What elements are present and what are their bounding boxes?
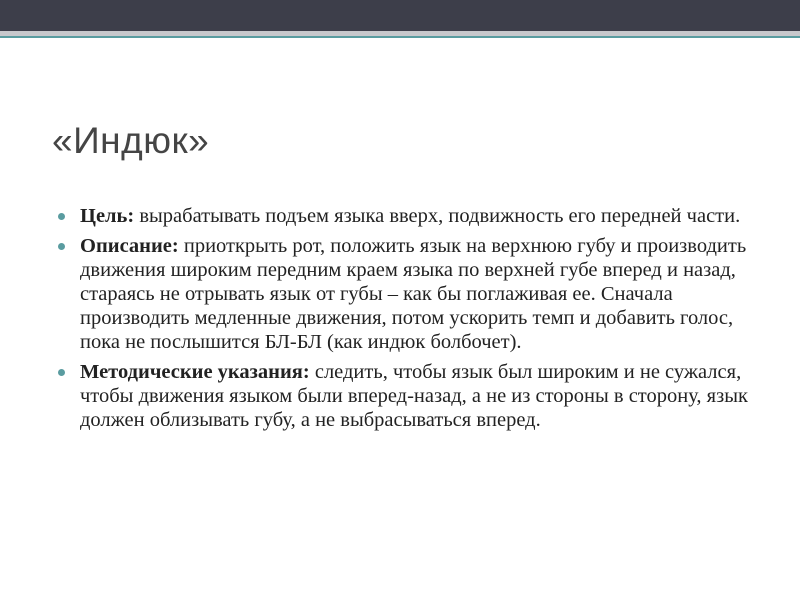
bullet-label: Описание: <box>80 235 184 257</box>
slide-title: «Индюк» <box>52 120 210 161</box>
bullet-label: Методические указания: <box>80 361 315 383</box>
bullet-text: следить, чтобы язык был широким и не сужался, чтобы движения языком были вперед-назад, а не из стороны в сторону, язык должен облизывать губу, а не выбрасываться вперед. <box>80 361 748 431</box>
bullet-label: Цель: <box>80 205 140 227</box>
bullet-dot-icon <box>58 369 65 376</box>
bullet-dot-icon <box>58 213 65 220</box>
header-band <box>0 0 800 34</box>
bullet-text: приоткрыть рот, положить язык на верхнюю губу и производить движения широким передним краем языка по верхней губе вперед и назад, стараясь не отрывать язык от губы – как бы поглаживая ее. Сначала производить медленные движения, потом ускорить темп и добавить голос, пока не послышится БЛ-БЛ (как индюк болбочет). <box>80 235 747 353</box>
header-accent-stripe <box>0 36 800 38</box>
bullet-goal <box>58 204 758 228</box>
bullet-list <box>58 204 758 438</box>
bullet-text: вырабатывать подъем языка вверх, подвижность его передней части. <box>139 205 741 227</box>
bullet-description <box>58 234 758 354</box>
bullet-guidelines <box>58 360 758 432</box>
bullet-dot-icon <box>58 243 65 250</box>
